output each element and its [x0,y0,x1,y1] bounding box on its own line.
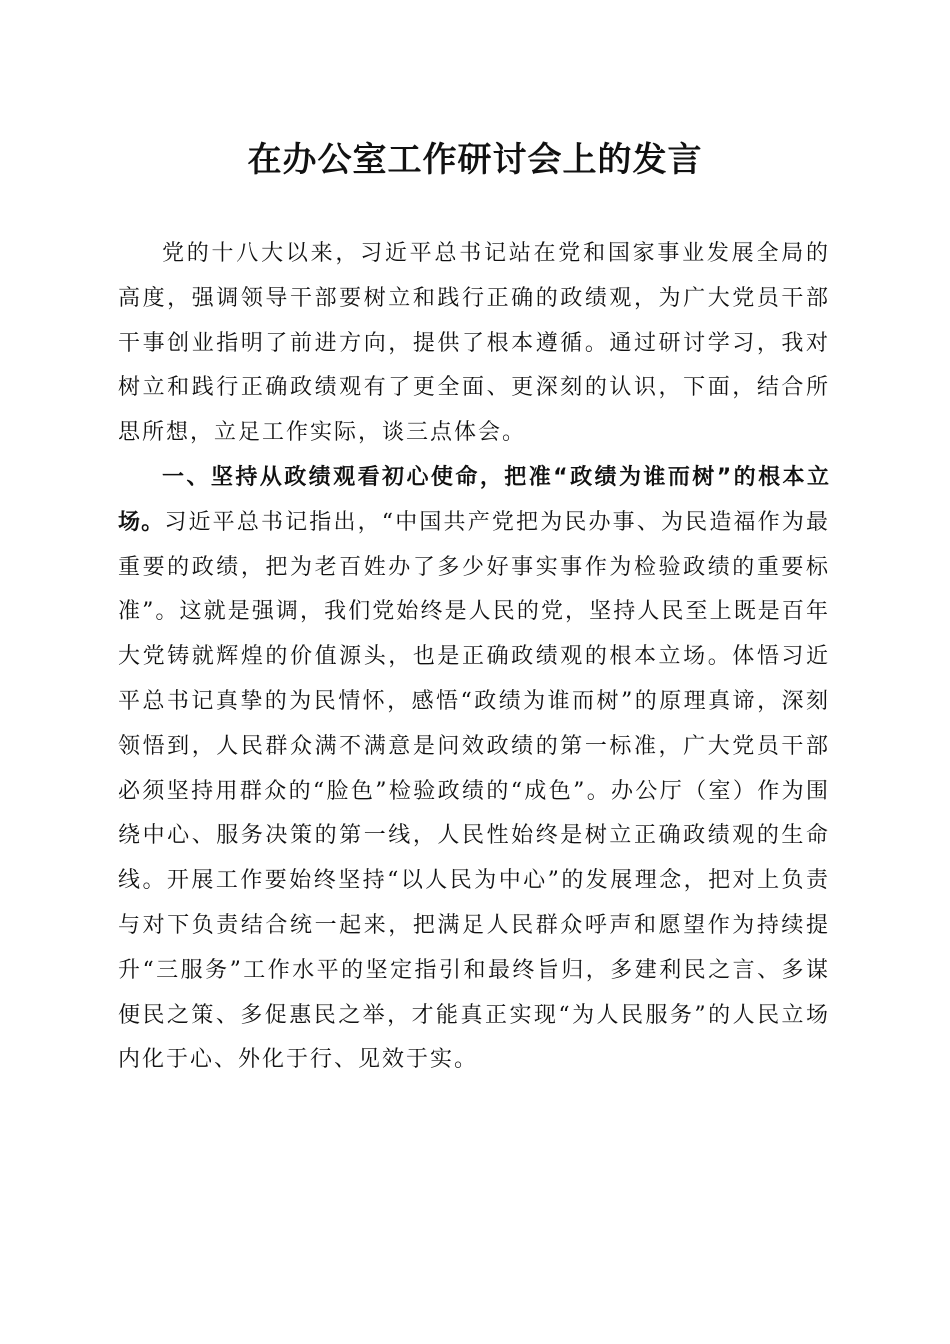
section-one-paragraph [118,456,830,1083]
document-title: 在办公室工作研讨会上的发言 [247,140,703,180]
section-one-body: 习近平总书记指出，“中国共产党把为民办事、为民造福作为最重要的政绩，把为老百姓办了多少好事实事作为检验政绩的重要标准”。这就是强调，我们党始终是人民的党，坚持人民至上既是百年大党铸就辉煌的价值源头，也是正确政绩观的根本立场。体悟习近平总书记真挚的为民情怀，感悟“政绩为谁而树”的原理真谛，深刻领悟到，人民群众满不满意是问效政绩的第一标准，广大党员干部必须坚持用群众的“脸色”检验政绩的“成色”。办公厅（室）作为围绕中心、服务决策的第一线，人民性始终是树立正确政绩观的生命线。开展工作要始终坚持“以人民为中心”的发展理念，把对上负责与对下负责结合统一起来，把满足人民群众呼声和愿望作为持续提升“三服务”工作水平的坚定指引和最终旨归，多建利民之言、多谋便民之策、多促惠民之举，才能真正实现“为人民服务”的人民立场内化于心、外化于行、见效于实。 [118,509,830,1073]
intro-paragraph: 党的十八大以来，习近平总书记站在党和国家事业发展全局的高度，强调领导干部要树立和践行正确的政绩观，为广大党员干部干事创业指明了前进方向，提供了根本遵循。通过研讨学习，我对树立和践行正确政绩观有了更全面、更深刻的认识，下面，结合所思所想，立足工作实际，谈三点体会。 [118,241,830,446]
section-one-heading: 一、坚持从政绩观看初心使命，把准“政绩为谁而树”的根本立场。 [118,464,830,535]
document-body [118,232,830,1083]
